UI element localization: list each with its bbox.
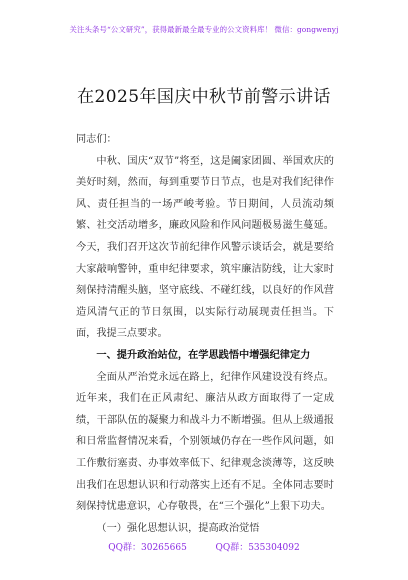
section-heading-1: 一、提升政治站位，在学思践悟中增强纪律定力: [96, 348, 311, 361]
footer-qq-1: QQ群：30265665: [108, 543, 187, 553]
document-body: [76, 129, 334, 539]
document-title: 在2025年国庆中秋节前警示讲话: [77, 87, 331, 107]
salutation: 同志们：: [76, 134, 117, 145]
header-banner: 关注头条号“公文研究”，获得最新最全最专业的公文资料库！ 微信：gongwenyj: [69, 25, 339, 34]
paragraph-intro: 中秋、国庆“双节”将至，这是阖家团圆、举国欢庆的美好时刻，然而，每到重要节日节点，也是对我们纪律作风、责任担当的一场严峻考验。节日期间，人员流动频繁、社交活动增多，廉政风险和作风问题极易滋生蔓延。今天，我们召开这次节前纪律作风警示谈话会，就是要给大家敲响警钟，重申纪律要求，筑牢廉洁防线，让大家时刻保持清醒头脑，坚守底线、不碰红线，以良好的作风营造风清气正的节日氛围，以实际行动展现责任担当。下面，我提三点要求。: [76, 155, 334, 340]
footer-qq-groups: [0, 540, 408, 553]
footer-qq-2: QQ群：535304092: [215, 543, 300, 553]
subheading-1: （一）强化思想认识，提高政治觉悟: [96, 522, 260, 534]
paragraph-section-1: 全面从严治党永远在路上，纪律作风建设没有终点。近年来，我们在正风肃纪、廉洁从政方面取得了一定成绩，干部队伍的凝聚力和战斗力不断增强。但从上级通报和日常监督情况来看，个别领域仍存在一些作风问题，如工作敷衍塞责、办事效率低下、纪律观念淡薄等，这反映出我们在思想认识和行动落实上还有不足。全体同志要时刻保持忧患意识，心存敬畏，在“三个强化”上狠下功夫。: [76, 371, 334, 513]
